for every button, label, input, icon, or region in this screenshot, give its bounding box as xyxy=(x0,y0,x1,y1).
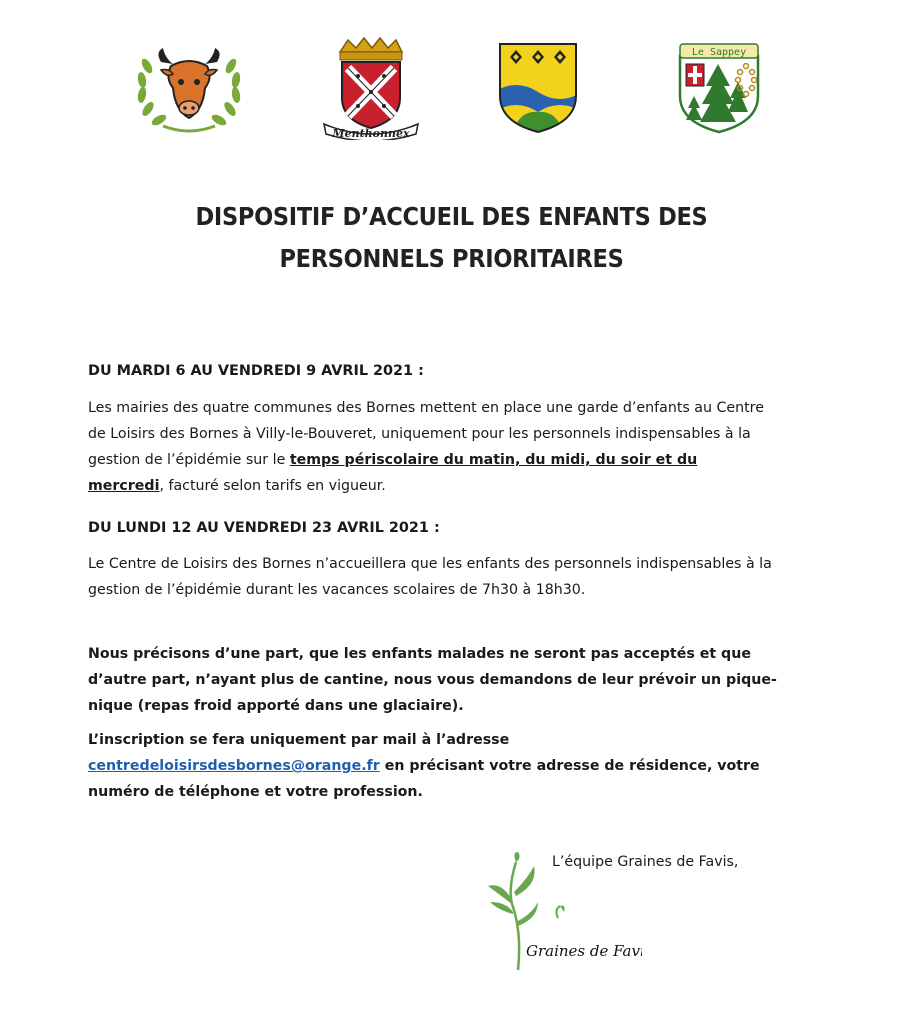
menthonnex-crest-icon xyxy=(318,36,422,140)
le-sappey-crest-icon xyxy=(674,42,764,136)
bull-head-laurel-icon xyxy=(133,44,245,134)
section2-heading: DU LUNDI 12 AU VENDREDI 23 AVRIL 2021 : xyxy=(88,520,440,537)
section1-underlined-text: temps périscolaire du matin, du midi, du soir et du mercredi xyxy=(88,452,698,495)
section1-heading: DU MARDI 6 AU VENDREDI 9 AVRIL 2021 : xyxy=(88,363,424,380)
page-title xyxy=(60,196,843,280)
section2-paragraph: Le Centre de Loisirs des Bornes n’accueillera que les enfants des personnels indispensables à la gestion de l’épidémie durant les vacances scolaires de 7h30 à 18h30. xyxy=(88,556,772,599)
yellow-blue-green-shield-icon xyxy=(494,40,582,136)
page-title-line-2: PERSONNELS PRIORITAIRES xyxy=(279,244,624,273)
section1-paragraph xyxy=(88,395,778,499)
graines-de-favis-logo-icon xyxy=(482,852,642,988)
brand-logo-text: Graines de Favis xyxy=(526,942,642,960)
signature: L’équipe Graines de Favis, xyxy=(552,854,739,870)
header-logos xyxy=(0,36,903,146)
email-link[interactable]: centredeloisirsdesbornes@orange.fr xyxy=(88,758,380,775)
inscription-paragraph xyxy=(88,727,798,805)
le-sappey-crest-text: Le Sappey xyxy=(691,47,747,58)
section1-text-before: Les mairies des quatre communes des Bornes mettent en place une garde d’enfants au Centre de Loisirs des Bornes à Villy-le-Bouveret, uniquement pour les personnels indispensables à la gestion de l’épidémie sur le xyxy=(88,400,764,469)
menthonnex-crest-text: Menthonnex xyxy=(332,127,410,140)
inscription-text-after: en précisant votre adresse de résidence, votre numéro de téléphone et votre profession. xyxy=(88,758,760,801)
page-title-line-1: DISPOSITIF D’ACCUEIL DES ENFANTS DES xyxy=(195,202,708,231)
section1-text-after: , facturé selon tarifs en vigueur. xyxy=(159,478,386,495)
inscription-text-before: L’inscription se fera uniquement par mail à l’adresse xyxy=(88,732,510,749)
notice-paragraph: Nous précisons d’une part, que les enfants malades ne seront pas acceptés et que d’autre part, n’ayant plus de cantine, nous vous demandons de leur prévoir un pique-nique (repas froid apporté dans une glaciaire). xyxy=(88,646,777,715)
